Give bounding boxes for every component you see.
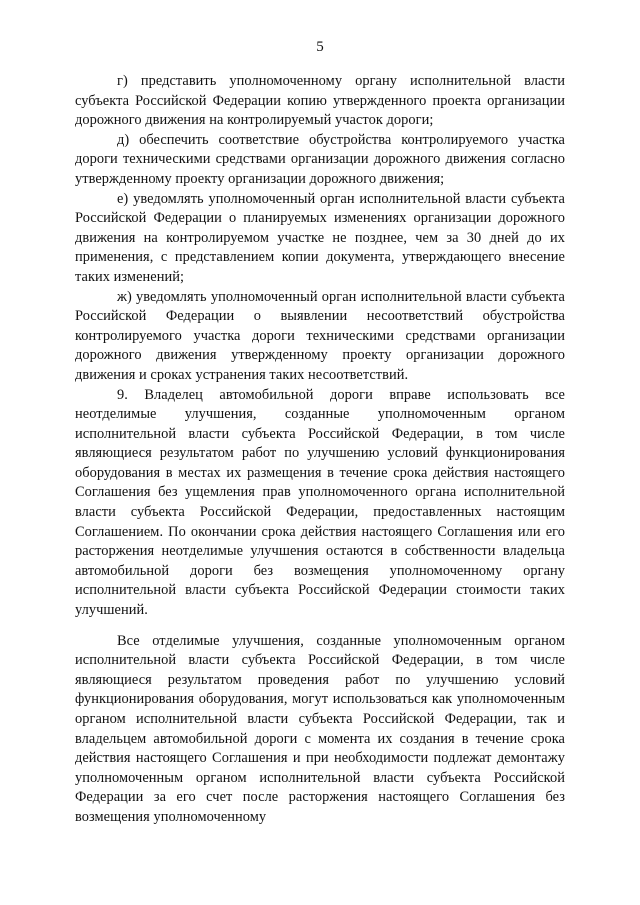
page-number: 5: [316, 39, 324, 55]
document-body: [75, 72, 565, 828]
paragraph-separable-improvements: Все отделимые улучшения, созданные уполномоченным органом исполнительной власти субъекта Российской Федерации, в том числе являющиеся результатом проведения работ по улучшению условий функционирования оборудования, могут использоваться как уполномоченным органом исполнительной власти субъекта Российской Федерации, так и владельцем автомобильной дороги с момента их создания в течение срока действия настоящего Соглашения и при необходимости подлежат демонтажу уполномоченным органом исполнительной власти субъекта Российской Федерации за его счет после расторжения настоящего Соглашения без возмещения уполномоченному: [75, 632, 565, 825]
paragraph-item-zh: ж) уведомлять уполномоченный орган исполнительной власти субъекта Российской Федерации о выявлении несоответствий обустройства контролируемого участка дороги техническими средствами организации дорожного движения утвержденному проекту организации дорожного движения и сроках устранения таких несоответствий.: [75, 288, 565, 383]
paragraph-clause-9: 9. Владелец автомобильной дороги вправе использовать все неотделимые улучшения, созданные уполномоченным органом исполнительной власти субъекта Российской Федерации, в том числе являющиеся результатом работ по улучшению условий функционирования оборудования в местах их размещения в течение срока действия настоящего Соглашения без ущемления прав уполномоченного органа исполнительной власти субъекта Российской Федерации, предоставленных настоящим Соглашением. По окончании срока действия настоящего Соглашения или его расторжения неотделимые улучшения остаются в собственности владельца автомобильной дороги без возмещения уполномоченному органу исполнительной власти субъекта Российской Федерации стоимости таких улучшений.: [75, 386, 565, 619]
paragraph-item-e: е) уведомлять уполномоченный орган исполнительной власти субъекта Российской Федерации о планируемых изменениях организации дорожного движения на контролируемом участке не позднее, чем за 30 дней до их применения, с представлением копии документа, утверждающего внесение таких изменений;: [75, 190, 565, 285]
paragraph-item-d: д) обеспечить соответствие обустройства контролируемого участка дороги техническими средствами организации дорожного движения согласно утвержденному проекту организации дорожного движения;: [75, 131, 565, 187]
paragraph-item-g: г) представить уполномоченному органу исполнительной власти субъекта Российской Федерации копию утвержденного проекта организации дорожного движения на контролируемый участок дороги;: [75, 73, 565, 129]
